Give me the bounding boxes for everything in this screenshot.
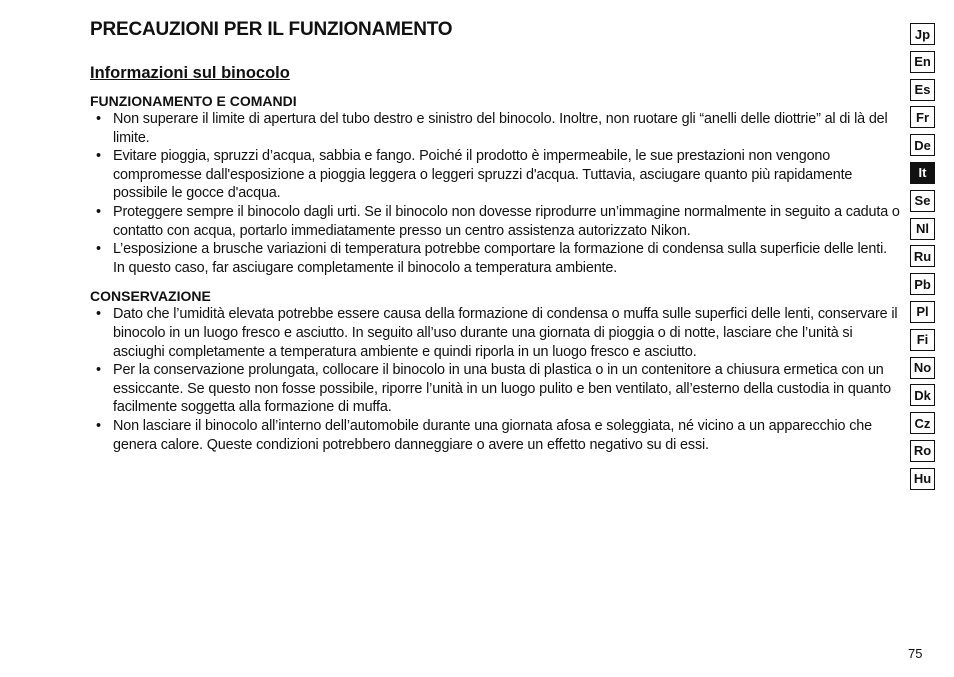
bullet-icon: •	[96, 111, 101, 127]
list-item-text: Non lasciare il binocolo all’interno dell’automobile durante una giornata afosa e soleggiata, né vicino a un apparecchio che genera calore. Queste condizioni potrebbero danneggiare o avere un effetto negativo su di essi.	[113, 417, 873, 453]
bullet-icon: •	[96, 203, 101, 220]
lang-tab-jp[interactable]: Jp	[910, 23, 935, 45]
list-item	[90, 203, 900, 240]
subsection-operation	[90, 92, 900, 277]
list-item	[90, 305, 900, 361]
list-item-text: Per la conservazione prolungata, collocare il binocolo in una busta di plastica o in un contenitore a chiusura ermetica con un essiccante. Se questo non fosse possibile, riporre l’unità in un luogo pulito e ben ventilato, all’esterno della custodia in quanto facilmente soggetta alla formazione di muffa.	[113, 362, 891, 416]
list-item	[90, 361, 900, 417]
list-item	[90, 147, 900, 203]
list-item-text: Non superare il limite di apertura del tubo destro e sinistro del binocolo. Inoltre, non ruotare gli “anelli delle diottrie” al di là del limite.	[113, 111, 888, 146]
page-title: PRECAUZIONI PER IL FUNZIONAMENTO	[90, 19, 453, 40]
lang-tab-en[interactable]: En	[910, 51, 935, 73]
lang-tab-es[interactable]: Es	[910, 79, 935, 101]
bullet-icon: •	[96, 362, 101, 379]
main-content	[90, 18, 900, 454]
lang-tab-dk[interactable]: Dk	[910, 384, 935, 406]
subsection-title: CONSERVAZIONE	[90, 288, 211, 305]
section-title: Informazioni sul binocolo	[90, 64, 290, 82]
lang-tab-no[interactable]: No	[910, 357, 935, 379]
bullet-icon: •	[96, 417, 101, 434]
lang-tab-de[interactable]: De	[910, 134, 935, 156]
bullet-icon: •	[96, 241, 101, 258]
lang-tab-cz[interactable]: Cz	[910, 412, 935, 434]
lang-tab-nl[interactable]: Nl	[910, 218, 935, 240]
page-number: 75	[908, 646, 923, 661]
language-tabs	[910, 23, 935, 496]
lang-tab-it[interactable]: It	[910, 162, 935, 184]
bullet-list	[90, 110, 900, 277]
list-item	[90, 240, 900, 277]
bullet-icon: •	[96, 306, 101, 323]
list-item-text: Evitare pioggia, spruzzi d’acqua, sabbia e fango. Poiché il prodotto è impermeabile, le sue prestazioni non vengono compromesse dall'esposizione a pioggia leggera o leggeri spruzzi d'acqua. Tuttavia, asciugare quanto più rapidamente possibile le gocce d'acqua.	[113, 148, 853, 202]
lang-tab-hu[interactable]: Hu	[910, 468, 935, 490]
bullet-list	[90, 305, 900, 454]
list-item	[90, 110, 900, 147]
list-item-text: Proteggere sempre il binocolo dagli urti. Se il binocolo non dovesse riprodurre un’immagine normalmente in seguito a caduta o contatto con acqua, portarlo immediatamente presso un centro assistenza autorizzato Nikon.	[113, 203, 900, 239]
lang-tab-pb[interactable]: Pb	[910, 273, 935, 295]
subsection-title: FUNZIONAMENTO E COMANDI	[90, 93, 297, 109]
list-item-text: Dato che l’umidità elevata potrebbe essere causa della formazione di condensa o muffa sulle superfici delle lenti, conservare il binocolo in un luogo fresco e asciutto. In seguito all’uso durante una giornata di pioggia o di notte, lasciare che l’unità si asciughi completamente a temperatura ambiente e quindi riporla in un luogo fresco e asciutto.	[113, 306, 898, 360]
lang-tab-ro[interactable]: Ro	[910, 440, 935, 462]
lang-tab-ru[interactable]: Ru	[910, 245, 935, 267]
lang-tab-fr[interactable]: Fr	[910, 106, 935, 128]
lang-tab-fi[interactable]: Fi	[910, 329, 935, 351]
lang-tab-pl[interactable]: Pl	[910, 301, 935, 323]
lang-tab-se[interactable]: Se	[910, 190, 935, 212]
bullet-icon: •	[96, 148, 101, 165]
subsection-storage	[90, 287, 900, 454]
list-item-text: L’esposizione a brusche variazioni di temperatura potrebbe comportare la formazione di condensa sulla superficie delle lenti. In questo caso, far asciugare completamente il binocolo a temperatura ambiente.	[113, 241, 887, 276]
list-item	[90, 417, 900, 454]
